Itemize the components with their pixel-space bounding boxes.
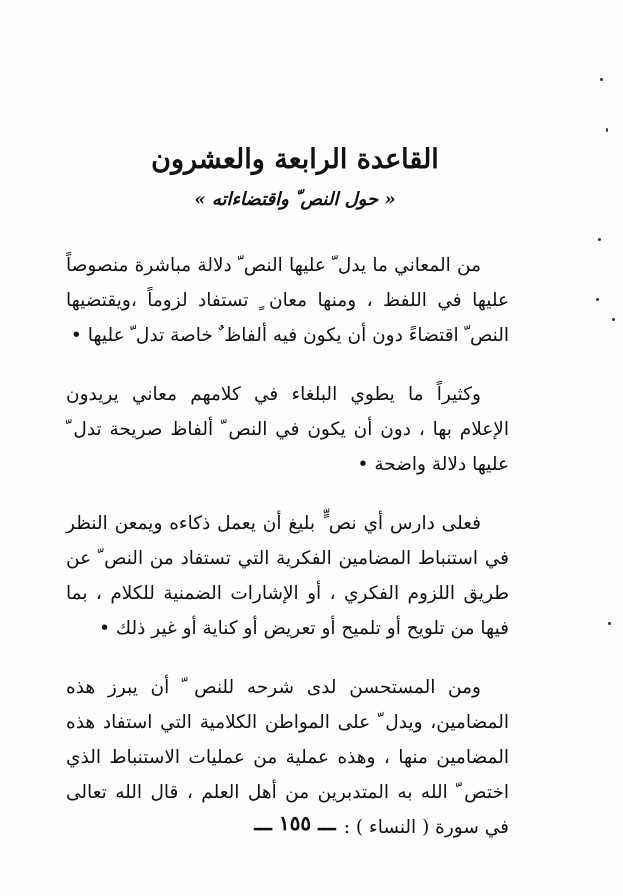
page-number: ـــ ١٥٥ ـــ <box>254 811 336 835</box>
chapter-title: القاعدة الرابعة والعشرون <box>151 144 439 175</box>
margin-speck <box>606 128 608 132</box>
paragraph-1: من المعاني ما يدل ّ عليها النص ّ دلالة مباشرة منصوصاً عليها في اللفظ ، ومنها معان ٍ تستفاد لزوماً ،ويقتضيها النص ّ اقتضاءً دون أن يكون فيه ألفاظ ٌ خاصة تدل ّ عليها • <box>66 255 509 346</box>
chapter-subtitle: « حول النص ّ واقتضاءاته » <box>194 189 396 210</box>
margin-speck <box>608 622 611 625</box>
paragraph-2: وكثيراً ما يطوي البلغاء في كلامهم معاني يريدون الإعلام بها ، دون أن يكون في النص ّ ألفاظ صريحة تدل ّ عليها دلالة واضحة • <box>66 384 509 475</box>
body-text <box>66 248 509 869</box>
paragraph-4: ومن المستحسن لدى شرحه للنص ّ أن يبرز هذه المضامين، ويدل ّ على المواطن الكلامية التي استفاد هذه المضامين منها ، وهذه عملية من عمليات الاستنباط الذي اختص ّ الله به المتدبرين من أهل العلم ، قال الله تعالى في سورة ( النساء ) : <box>66 677 509 838</box>
margin-speck <box>600 78 603 81</box>
margin-speck <box>612 318 615 321</box>
margin-speck <box>598 238 601 241</box>
paragraph-3: فعلى دارس أي نص ٍّ بليغ أن يعمل ذكاءه ويمعن النظر في استنباط المضامين الفكرية التي تستفاد من النص ّ عن طريق اللزوم الفكري ، أو الإشارات الضمنية للكلام ، بما فيها من تلويح أو تلميح أو تعريض أو كناية أو غير ذلك • <box>66 513 509 639</box>
margin-speck <box>596 298 599 301</box>
